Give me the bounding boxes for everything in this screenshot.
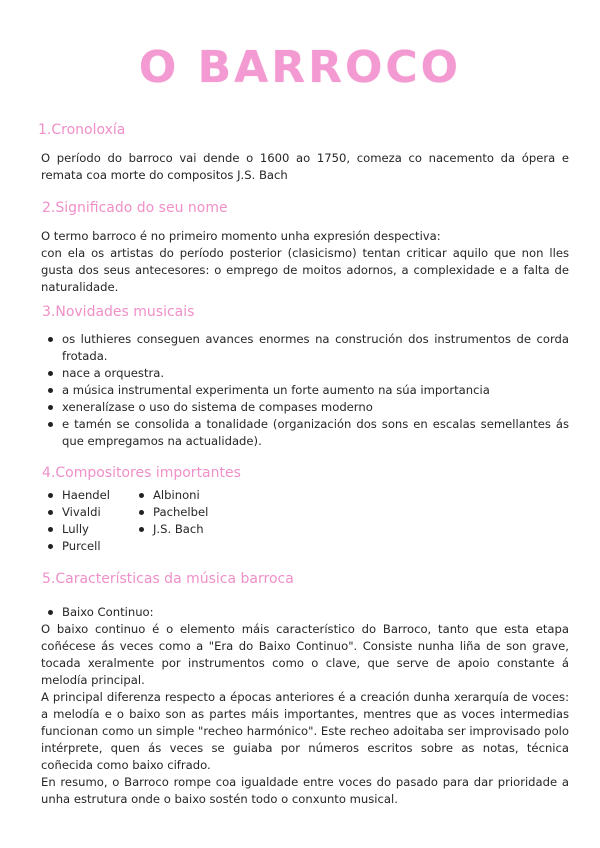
- heading-compositores: 4.Compositores importantes: [42, 465, 241, 481]
- cronoloxia-text: O período do barroco vai dende o 1600 ao 1750, comeza co nacemento da ópera e remata coa morte do compositos J.S. Bach: [41, 151, 569, 182]
- list-item: xeneralízase o uso do sistema de compases moderno: [47, 399, 569, 416]
- compositores-col-1: [47, 487, 110, 555]
- baixo-continuo-para-1: O baixo continuo é o elemento máis característico do Barroco, tanto que esta etapa coñécese ás veces como a "Era do Baixo Continuo". Consiste nunha liña de son grave, tocada xeralmente por instrumentos como o clave, que serve de apoio constante á melodía principal.: [41, 622, 569, 687]
- significado-block: [41, 228, 569, 296]
- caracteristicas-list: [47, 604, 569, 621]
- list-item: Haendel: [47, 487, 110, 504]
- novidades-list: [47, 331, 569, 450]
- heading-caracteristicas: 5.Características da música barroca: [42, 571, 294, 587]
- heading-significado: 2.Significado do seu nome: [42, 200, 228, 216]
- list-item: Vivaldi: [47, 504, 110, 521]
- list-item: Albinoni: [138, 487, 208, 504]
- list-item: Purcell: [47, 538, 110, 555]
- caracteristicas-block: [41, 621, 569, 808]
- significado-line-1: O termo barroco é no primeiro momento unha expresión despectiva:: [41, 229, 441, 243]
- list-item: Pachelbel: [138, 504, 208, 521]
- significado-text: con ela os artistas do período posterior (clasicismo) tentan criticar aquilo que non lles gusta dos seus antecesores: o emprego de moitos adornos, a complexidade e a falta de naturalidade.: [41, 246, 569, 294]
- heading-novidades: 3.Novidades musicais: [42, 304, 195, 320]
- baixo-continuo-para-3: En resumo, o Barroco rompe coa igualdade entre voces do pasado para dar prioridade a unha estrutura onde o baixo sostén todo o conxunto musical.: [41, 775, 569, 806]
- list-item: J.S. Bach: [138, 521, 208, 538]
- list-item: nace a orquestra.: [47, 365, 569, 382]
- list-item: e tamén se consolida a tonalidade (organización dos sons en escalas semellantes ás que empregamos na actualidade).: [47, 416, 569, 450]
- list-item: Lully: [47, 521, 110, 538]
- list-item: Baixo Continuo:: [47, 604, 569, 621]
- list-item: os luthieres conseguen avances enormes na construción dos instrumentos de corda frotada.: [47, 331, 569, 365]
- compositores-col-2: [138, 487, 208, 538]
- page-title: O BARROCO: [138, 42, 462, 93]
- baixo-continuo-para-2: A principal diferenza respecto a épocas anteriores é a creación dunha xerarquía de voces: a melodía e o baixo son as partes máis importantes, mentres que as voces intermedias funcionan como un simple "recheo harmónico". Este recheo adoitaba ser improvisado polo intérprete, quen ás veces se guiaba por números escritos sobre as notas, técnica coñecida como baixo cifrado.: [41, 690, 569, 772]
- heading-cronoloxia: 1.Cronoloxía: [38, 122, 126, 138]
- list-item: a música instrumental experimenta un forte aumento na súa importancia: [47, 382, 569, 399]
